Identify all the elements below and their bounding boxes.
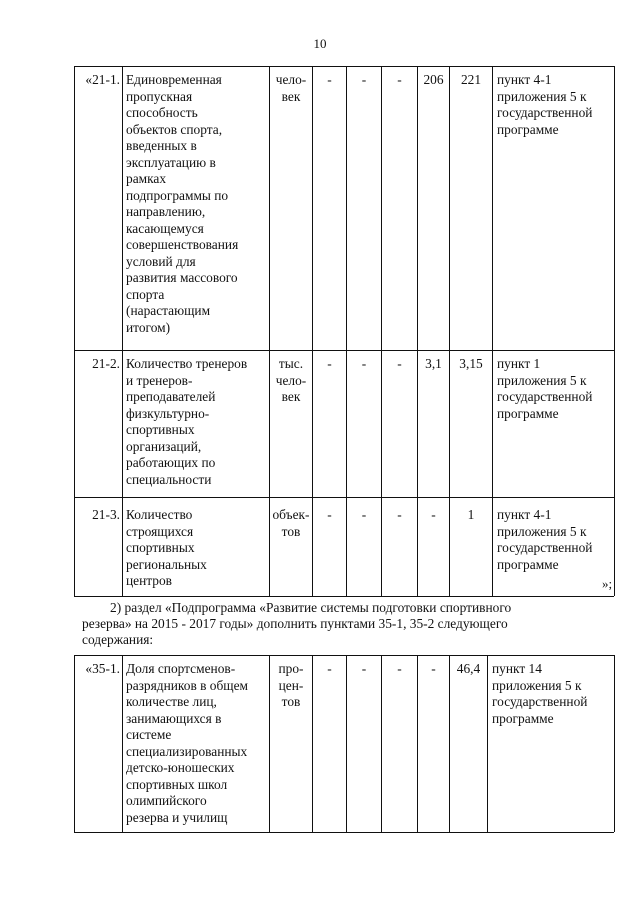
unit-cell: тыс. чело- век	[275, 356, 307, 404]
table-rule	[74, 832, 614, 833]
table-rule	[381, 655, 382, 832]
table-rule	[492, 66, 493, 596]
value-cell: -	[327, 661, 332, 676]
source-reference: пункт 1 приложения 5 к государственной программе	[497, 356, 593, 421]
value-cell: -	[327, 72, 332, 87]
amendment-paragraph	[82, 600, 612, 648]
indicator-name: Количество тренеров и тренеров- преподавателей физкультурно- спортивных организаций, работающих по специальности	[126, 356, 248, 487]
row-number: «21-1.	[85, 72, 120, 87]
table-rule	[614, 66, 615, 596]
value-cell: 46,4	[456, 661, 481, 676]
value-cell: -	[327, 507, 332, 522]
closing-quote: »;	[602, 576, 613, 591]
table-rule	[74, 596, 614, 597]
table-rule	[449, 655, 450, 832]
value-cell: 1	[467, 507, 475, 522]
value-cell: -	[361, 356, 367, 371]
indicator-name: Количество строящихся спортивных региональных центров	[126, 507, 207, 588]
table-rule	[74, 497, 614, 498]
value-cell: -	[361, 661, 367, 676]
value-cell: 221	[460, 72, 482, 87]
source-reference: пункт 14 приложения 5 к государственной программе	[492, 661, 588, 726]
table-rule	[74, 66, 75, 596]
row-number: 21-2.	[92, 356, 120, 371]
paragraph-line: резерва» на 2015 - 2017 годы» дополнить пунктами 35-1, 35-2 следующего	[82, 616, 508, 631]
table-rule	[269, 66, 270, 596]
value-cell: -	[397, 356, 402, 371]
unit-cell: про- цен- тов	[278, 661, 304, 709]
indicator-name: Единовременная пропускная способность объектов спорта, введенных в эксплуатацию в рамках подпрограммы по направлению, касающемуся совершенствования условий для развития массового спорта (нарастающим итогом)	[126, 72, 239, 335]
paragraph-line: содержания:	[82, 632, 154, 647]
table-rule	[74, 66, 614, 67]
unit-cell: чело- век	[275, 72, 307, 104]
value-cell: -	[397, 661, 402, 676]
table-rule	[487, 655, 488, 832]
table-rule	[122, 655, 123, 832]
value-cell: -	[397, 72, 402, 87]
value-cell: -	[361, 507, 367, 522]
table-rule	[346, 655, 347, 832]
value-cell: -	[361, 72, 367, 87]
table-rule	[614, 655, 615, 832]
table-rule	[312, 655, 313, 832]
indicator-name: Доля спортсменов- разрядников в общем количестве лиц, занимающихся в системе специализированных детско-юношеских спортивных школ олимпийского резерва и училищ	[126, 661, 249, 825]
table-rule	[74, 655, 614, 656]
page-number: 10	[313, 36, 327, 51]
table-rule	[122, 66, 123, 596]
table-rule	[74, 350, 614, 351]
unit-cell: объек- тов	[272, 507, 310, 539]
value-cell: -	[431, 507, 436, 522]
source-reference: пункт 4-1 приложения 5 к государственной программе	[497, 72, 593, 137]
table-rule	[269, 655, 270, 832]
value-cell: -	[327, 356, 332, 371]
table-rule	[74, 655, 75, 832]
row-number: «35-1.	[85, 661, 120, 676]
row-number: 21-3.	[92, 507, 120, 522]
value-cell: -	[397, 507, 402, 522]
value-cell: 3,15	[459, 356, 483, 371]
value-cell: 206	[423, 72, 444, 87]
table-rule	[417, 655, 418, 832]
source-reference: пункт 4-1 приложения 5 к государственной программе	[497, 507, 593, 572]
paragraph-line: 2) раздел «Подпрограмма «Развитие системы подготовки спортивного	[110, 600, 512, 615]
value-cell: -	[431, 661, 436, 676]
value-cell: 3,1	[425, 356, 442, 371]
